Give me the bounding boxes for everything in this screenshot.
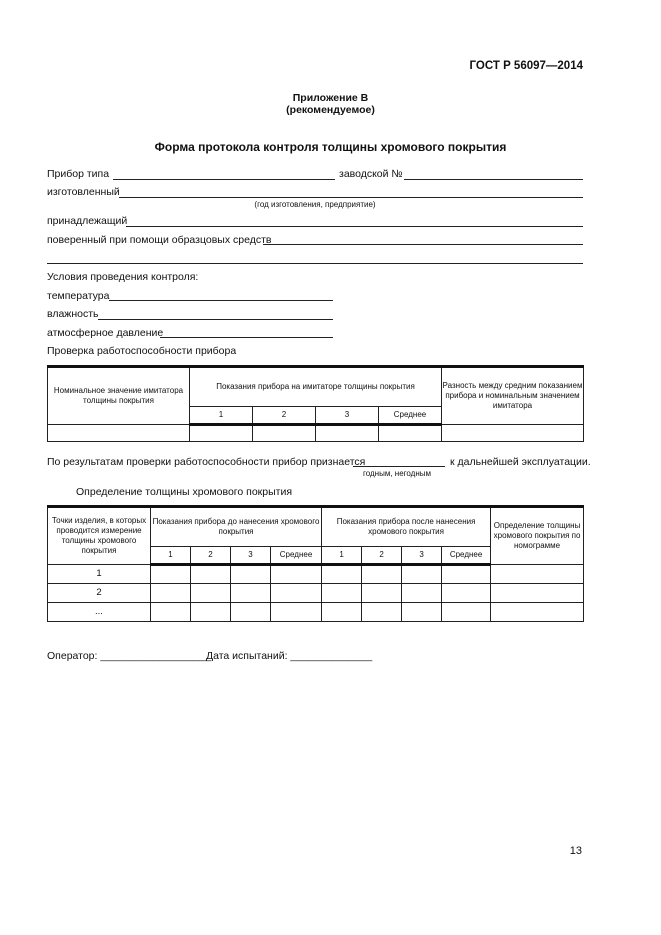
data-cell[interactable]: [362, 584, 402, 603]
before-sub-1: 1: [151, 547, 191, 565]
point-label: 2: [48, 584, 151, 603]
data-cell[interactable]: [402, 584, 442, 603]
thickness-table: [47, 505, 584, 622]
annex-subtitle: (рекомендуемое): [286, 104, 375, 116]
check-col-difference: Разность между средним показанием прибора и номинальным значением имитатора: [442, 367, 584, 425]
result-hint: годным, негодным: [363, 469, 432, 478]
form-title: Форма протокола контроля толщины хромового покрытия: [154, 140, 507, 154]
data-cell[interactable]: [151, 565, 191, 584]
thickness-col-nomogram: Определение толщины хромового покрытия по номограмме: [491, 507, 584, 565]
check-cell[interactable]: [379, 425, 442, 442]
manufactured-label: изготовленный: [47, 186, 120, 198]
data-cell[interactable]: [442, 565, 491, 584]
data-cell[interactable]: [151, 584, 191, 603]
device-type-line[interactable]: [113, 179, 335, 180]
thickness-col-before: Показания прибора до нанесения хромового покрытия: [151, 507, 322, 547]
result-line[interactable]: [353, 466, 445, 467]
check-sub-avg: Среднее: [379, 407, 442, 425]
pressure-label: атмосферное давление: [47, 327, 164, 339]
temperature-line[interactable]: [109, 300, 333, 301]
verified-line[interactable]: [263, 244, 583, 245]
table-row: [48, 584, 584, 603]
check-col-readings: Показания прибора на имитаторе толщины покрытия: [190, 367, 442, 407]
data-cell[interactable]: [362, 565, 402, 584]
check-table: [47, 365, 584, 442]
table-row: [48, 425, 584, 442]
serial-label: заводской №: [339, 168, 403, 180]
data-cell[interactable]: [442, 603, 491, 622]
manufactured-line[interactable]: [119, 197, 583, 198]
data-cell[interactable]: [231, 565, 271, 584]
check-col-nominal: Номинальное значение имитатора толщины покрытия: [48, 367, 190, 425]
data-cell[interactable]: [271, 565, 322, 584]
temperature-label: температура: [47, 290, 110, 302]
after-sub-2: 2: [362, 547, 402, 565]
test-date-field[interactable]: Дата испытаний: ______________: [206, 650, 373, 662]
serial-line[interactable]: [404, 179, 583, 180]
check-title: Проверка работоспособности прибора: [47, 345, 237, 357]
data-cell[interactable]: [322, 603, 362, 622]
verified-label: поверенный при помощи образцовых средств: [47, 234, 272, 246]
table-row: [48, 565, 584, 584]
data-cell[interactable]: [322, 565, 362, 584]
conditions-title: Условия проведения контроля:: [47, 271, 199, 283]
check-cell[interactable]: [253, 425, 316, 442]
thickness-col-points: Точки изделия, в которых проводится измерение толщины хромового покрытия: [48, 507, 151, 565]
data-cell[interactable]: [402, 565, 442, 584]
data-cell[interactable]: [191, 603, 231, 622]
check-sub-2: 2: [253, 407, 316, 425]
thickness-title: Определение толщины хромового покрытия: [76, 486, 293, 498]
data-cell[interactable]: [191, 584, 231, 603]
verified-line-2[interactable]: [47, 263, 583, 264]
check-sub-3: 3: [316, 407, 379, 425]
data-cell[interactable]: [362, 603, 402, 622]
data-cell[interactable]: [231, 603, 271, 622]
annex-title: Приложение В: [292, 92, 369, 104]
data-cell[interactable]: [191, 565, 231, 584]
check-sub-1: 1: [190, 407, 253, 425]
page-number: 13: [569, 845, 582, 857]
data-cell[interactable]: [491, 565, 584, 584]
result-prefix: По результатам проверки работоспособности прибор признается: [47, 456, 366, 468]
before-sub-3: 3: [231, 547, 271, 565]
data-cell[interactable]: [442, 584, 491, 603]
check-cell[interactable]: [316, 425, 379, 442]
operator-field[interactable]: Оператор: ___________________: [47, 650, 212, 662]
manufactured-hint: (год изготовления, предприятие): [254, 200, 376, 209]
result-suffix: к дальнейшей эксплуатации.: [450, 456, 591, 468]
device-type-label: Прибор типа: [47, 168, 110, 180]
data-cell[interactable]: [271, 603, 322, 622]
data-cell[interactable]: [231, 584, 271, 603]
after-sub-1: 1: [322, 547, 362, 565]
standard-number: ГОСТ Р 56097—2014: [469, 60, 583, 72]
check-cell[interactable]: [190, 425, 253, 442]
data-cell[interactable]: [271, 584, 322, 603]
data-cell[interactable]: [151, 603, 191, 622]
check-cell[interactable]: [48, 425, 190, 442]
humidity-line[interactable]: [98, 319, 333, 320]
before-sub-avg: Среднее: [271, 547, 322, 565]
after-sub-3: 3: [402, 547, 442, 565]
data-cell[interactable]: [322, 584, 362, 603]
pressure-line[interactable]: [160, 337, 333, 338]
humidity-label: влажность: [47, 308, 99, 320]
before-sub-2: 2: [191, 547, 231, 565]
owner-label: принадлежащий: [47, 215, 128, 227]
data-cell[interactable]: [402, 603, 442, 622]
owner-line[interactable]: [126, 226, 583, 227]
data-cell[interactable]: [491, 584, 584, 603]
check-cell[interactable]: [442, 425, 584, 442]
point-label: 1: [48, 565, 151, 584]
point-label: ...: [48, 603, 151, 622]
table-row: [48, 603, 584, 622]
data-cell[interactable]: [491, 603, 584, 622]
thickness-col-after: Показания прибора после нанесения хромового покрытия: [322, 507, 491, 547]
after-sub-avg: Среднее: [442, 547, 491, 565]
